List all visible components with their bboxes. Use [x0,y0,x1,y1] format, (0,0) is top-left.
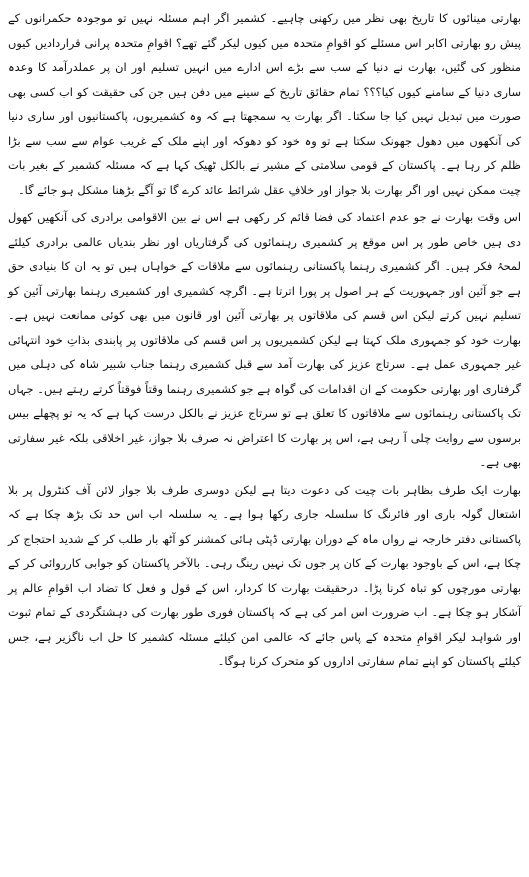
article-paragraph-1: بھارتی مینائوں کا تاریخ بھی نظر میں رکھنی چاہیے۔ کشمیر اگر اہم مسئلہ نہیں تو موجودہ حکمرانوں کے پیش رو بھارتی اکابر اس مسئلے کو اقوامِ متحدہ میں کیوں لیکر گئے تھے؟ اقوامِ متحدہ پرانی قراردادیں کیوں منظور کی گئیں، بھارت نے دنیا کے سب سے بڑے اس ادارے میں انہیں تسلیم اور ان پر عملدرآمد کا وعدہ ساری دنیا کے سامنے کیوں کیا؟؟؟ تمام حقائق تاریخ کے سینے میں دفن ہیں جن کی حقیقت کو اب کسی بھی صورت میں تبدیل نہیں کیا جا سکتا۔ اگر بھارت یہ سمجھتا ہے کہ وہ کشمیریوں، پاکستانیوں اور ساری دنیا کی آنکھوں میں دھول جھونک سکتا ہے تو وہ خود کو دھوکہ اور اپنے ملک کے غریب عوام سے سب سے بڑا ظلم کر رہا ہے۔ پاکستان کے قومی سلامتی کے مشیر نے بالکل ٹھیک کہا ہے کہ مسئلہ کشمیر کے بغیر بات چیت ممکن نہیں اور اگر بھارت بلا جواز اور خلافِ عقل شرائط عائد کرے گا تو آگے بڑھنا مشکل ہو جائے گا۔ [8,11,521,197]
article-paragraph-2: اس وقت بھارت نے جو عدم اعتماد کی فضا قائم کر رکھی ہے اس نے بین الاقوامی برادری کی آنکھیں کھول دی ہیں خاص طور پر اس موقع پر کشمیری رہنمائوں کی گرفتاریاں اور نظر بندیاں عالمی برادری کیلئے لمحۂ فکر ہیں۔ اگر کشمیری رہنما پاکستانی رہنمائوں سے ملاقات کے خواہاں ہیں تو یہ ان کا بنیادی حق ہے جو آئین اور جمہوریت کے ہر اصول پر پورا اترتا ہے۔ اگرچہ کشمیری اور کشمیری رہنما بھارتی آئین کو تسلیم نہیں کرتے لیکن اس قسم کی ملاقاتوں پر بھارتی آئین اور قانون میں بھی کوئی ممانعت نہیں ہے۔ بھارت خود کو جمہوری ملک کہتا ہے لیکن کشمیریوں پر اس قسم کی ملاقاتوں پر پابندی بذاتِ خود انتہائی غیر جمہوری عمل ہے۔ سرتاج عزیز کی بھارت آمد سے قبل کشمیری رہنما جناب شبیر شاہ کی دہلی میں گرفتاری اور بھارتی حکومت کے ان اقدامات کی گواہ ہے جو کشمیری رہنما وقتاً فوقتاً کرتے رہتے ہیں۔ جہاں تک پاکستانی رہنمائوں سے ملاقاتوں کا تعلق ہے تو سرتاج عزیز نے بالکل درست کہا ہے کہ یہ تو پچھلے بیس برسوں سے روایت چلی آ رہی ہے، اس پر بھارت کا اعتراض نہ صرف بلا جواز، غیر اخلاقی بلکہ غیر سفارتی بھی ہے۔ [8,210,521,469]
article-paragraph-3: بھارت ایک طرف بظاہر بات چیت کی دعوت دیتا ہے لیکن دوسری طرف بلا جواز لائن آف کنٹرول پر بلا اشتعال گولہ باری اور فائرنگ کا سلسلہ جاری رکھا ہوا ہے۔ یہ سلسلہ اب اس حد تک بڑھ چکا ہے کہ پاکستانی دفتر خارجہ نے رواں ماہ کے دوران بھارتی ڈپٹی ہائی کمشنر کو آٹھ بار طلب کر کے شدید احتجاج کر چکا ہے، اس کے باوجود بھارت کے کان پر جوں تک نہیں رینگ رہی۔ بالآخر پاکستان کو جوابی کارروائی کر کے بھارتی مورچوں کو تباہ کرنا پڑا۔ درحقیقت بھارت کا کردار، اس کے قول و فعل کا تضاد اب اقوامِ عالم پر آشکار ہو چکا ہے۔ اب ضرورت اس امر کی ہے کہ پاکستان فوری طور بھارت کی دہشتگردی کے تمام ثبوت اور شواہد لیکر اقوامِ متحدہ کے پاس جائے کہ عالمی امن کیلئے مسئلہ کشمیر کا حل اب ناگزیر ہے، جس کیلئے پاکستان کو اپنے تمام سفارتی اداروں کو متحرک کرنا ہوگا۔ [8,482,521,668]
